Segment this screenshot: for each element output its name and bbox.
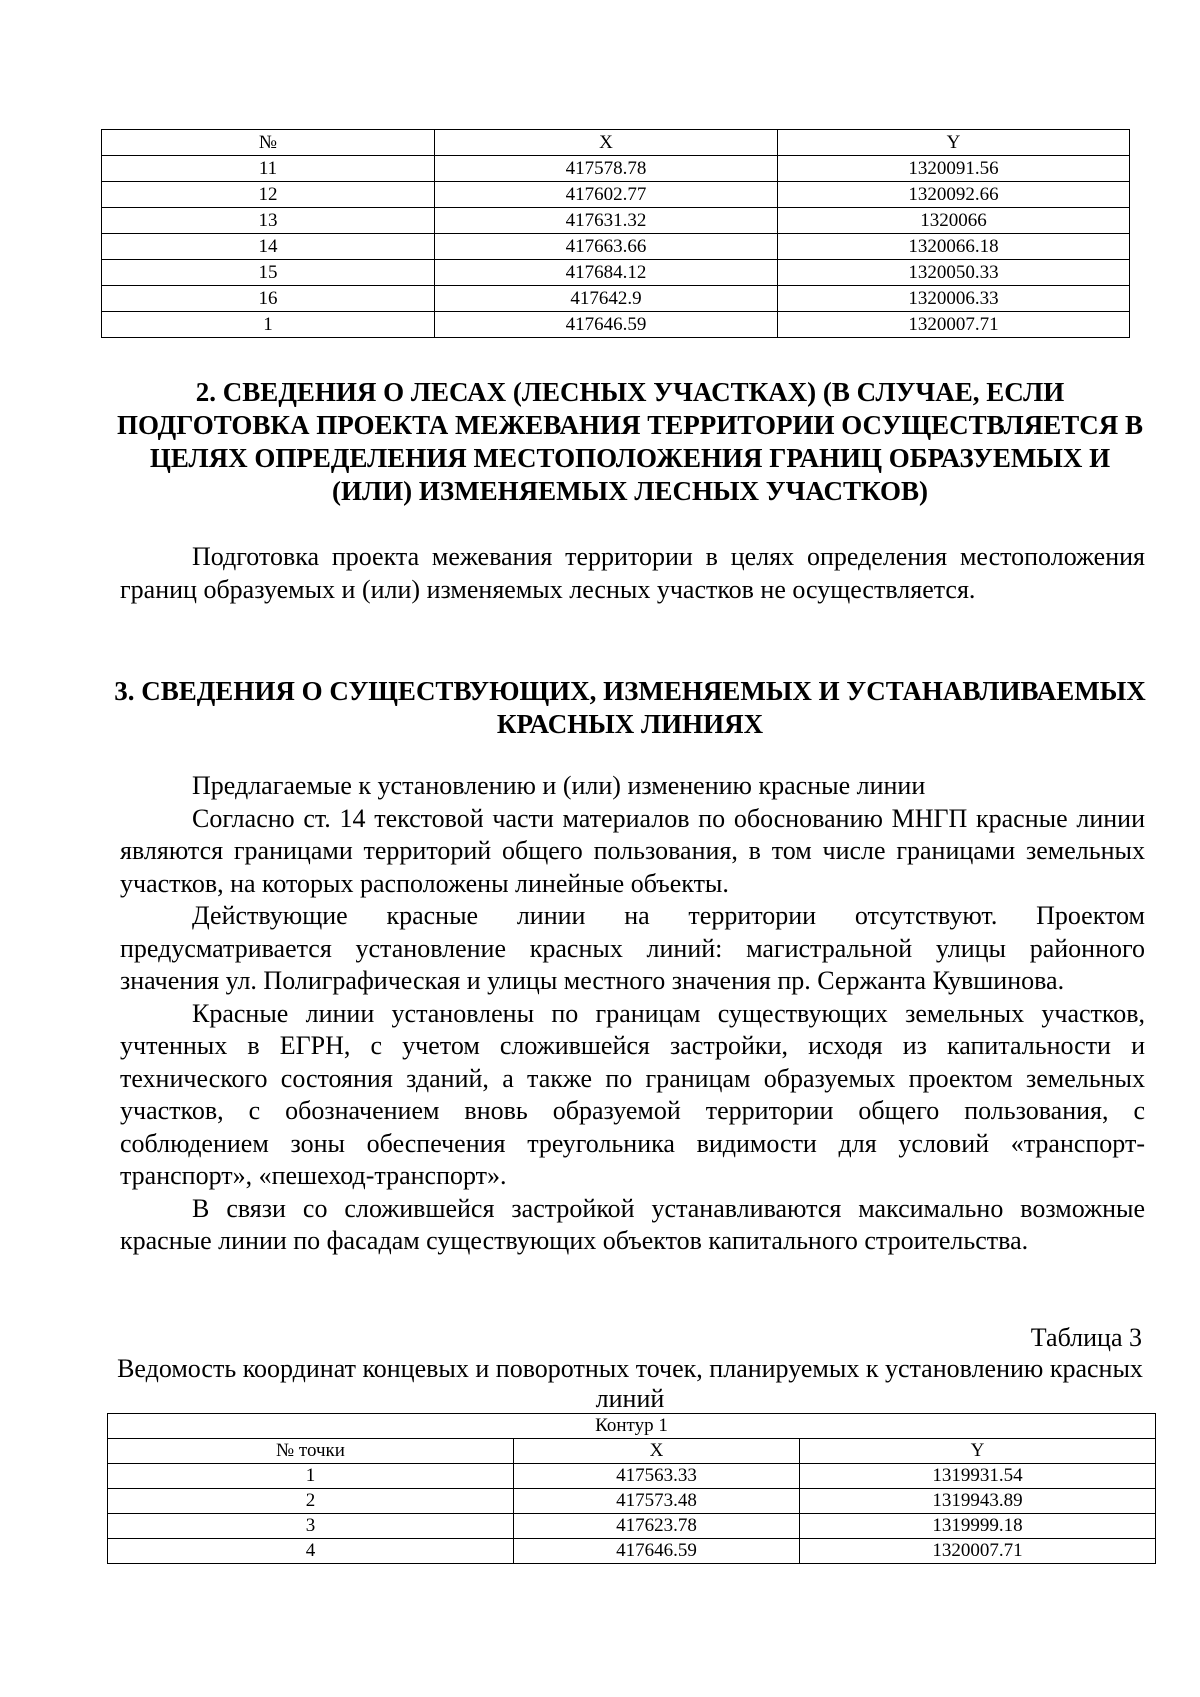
cell-x: 417631.32 — [435, 208, 778, 234]
cell-point-number: 2 — [108, 1489, 514, 1514]
cell-x: 417563.33 — [514, 1464, 800, 1489]
cell-number: 14 — [102, 234, 435, 260]
header-point-number: № точки — [108, 1439, 514, 1464]
cell-x: 417623.78 — [514, 1514, 800, 1539]
cell-point-number: 4 — [108, 1539, 514, 1564]
table-row — [102, 260, 1130, 286]
cell-x: 417578.78 — [435, 156, 778, 182]
cell-y: 1320006.33 — [778, 286, 1130, 312]
cell-number: 12 — [102, 182, 435, 208]
section-3-paragraph: Действующие красные линии на территории отсутствуют. Проектом предусматривается установление красных линий: магистральной улицы районного значения ул. Полиграфическая и улицы местного значения пр. Сержанта Кувшинова. — [120, 901, 1145, 995]
cell-number: 1 — [102, 312, 435, 338]
header-x: X — [514, 1439, 800, 1464]
cell-y: 1320007.71 — [778, 312, 1130, 338]
table-row — [102, 208, 1130, 234]
cell-y: 1320091.56 — [778, 156, 1130, 182]
section-3-paragraph: Красные линии установлены по границам существующих земельных участков, учтенных в ЕГРН, с учетом сложившейся застройки, исходя из капитальности и технического состояния зданий, а также по границам образуемых проектом земельных участков, с обозначением вновь образуемой территории общего пользования, с соблюдением зоны обеспечения треугольника видимости для условий «транспорт-транспорт», «пешеход-транспорт». — [120, 998, 1145, 1190]
table-row — [108, 1464, 1156, 1489]
contour-label: Контур 1 — [108, 1414, 1156, 1439]
section-3-heading: 3. СВЕДЕНИЯ О СУЩЕСТВУЮЩИХ, ИЗМЕНЯЕМЫХ И УСТАНАВЛИВАЕМЫХ КРАСНЫХ ЛИНИЯХ — [114, 676, 1146, 739]
cell-number: 15 — [102, 260, 435, 286]
table-row — [102, 286, 1130, 312]
table-row — [102, 234, 1130, 260]
section-2-paragraph: Подготовка проекта межевания территории в целях определения местоположения границ образуемых и (или) изменяемых лесных участков не осуществляется. — [120, 542, 1145, 604]
header-y: Y — [800, 1439, 1156, 1464]
cell-y: 1320092.66 — [778, 182, 1130, 208]
table-row — [108, 1539, 1156, 1564]
cell-x: 417602.77 — [435, 182, 778, 208]
table-row — [102, 156, 1130, 182]
cell-point-number: 3 — [108, 1514, 514, 1539]
section-3-paragraph: Согласно ст. 14 текстовой части материалов по обоснованию МНГП красные линии являются границами территорий общего пользования, в том числе границами земельных участков, на которых расположены линейные объекты. — [120, 803, 1145, 898]
table-row — [102, 312, 1130, 338]
coordinates-table-top — [101, 129, 1130, 338]
cell-y: 1320007.71 — [800, 1539, 1156, 1564]
header-x: X — [435, 130, 778, 156]
cell-number: 16 — [102, 286, 435, 312]
cell-x: 417646.59 — [435, 312, 778, 338]
cell-y: 1319943.89 — [800, 1489, 1156, 1514]
header-y: Y — [778, 130, 1130, 156]
table-row — [108, 1489, 1156, 1514]
section-2-heading: 2. СВЕДЕНИЯ О ЛЕСАХ (ЛЕСНЫХ УЧАСТКАХ) (В СЛУЧАЕ, ЕСЛИ ПОДГОТОВКА ПРОЕКТА МЕЖЕВАНИЯ ТЕРРИТОРИИ ОСУЩЕСТВЛЯЕТСЯ В ЦЕЛЯХ ОПРЕДЕЛЕНИЯ МЕСТОПОЛОЖЕНИЯ ГРАНИЦ ОБРАЗУЕМЫХ И (ИЛИ) ИЗМЕНЯЕМЫХ ЛЕСНЫХ УЧАСТКОВ) — [116, 377, 1144, 506]
cell-y: 1320066.18 — [778, 234, 1130, 260]
table-caption: Ведомость координат концевых и поворотных точек, планируемых к установлению красных линий — [117, 1354, 1143, 1413]
cell-number: 13 — [102, 208, 435, 234]
table-header-row — [108, 1439, 1156, 1464]
cell-x: 417684.12 — [435, 260, 778, 286]
cell-number: 11 — [102, 156, 435, 182]
cell-y: 1319931.54 — [800, 1464, 1156, 1489]
cell-x: 417646.59 — [514, 1539, 800, 1564]
table-header-row — [102, 130, 1130, 156]
table-row — [108, 1514, 1156, 1539]
header-number: № — [102, 130, 435, 156]
cell-x: 417573.48 — [514, 1489, 800, 1514]
section-3-body — [120, 770, 1145, 1258]
contour-row — [108, 1414, 1156, 1439]
cell-y: 1320066 — [778, 208, 1130, 234]
cell-y: 1320050.33 — [778, 260, 1130, 286]
table-label: Таблица 3 — [1030, 1323, 1142, 1352]
red-lines-coordinates-table — [107, 1413, 1156, 1564]
cell-x: 417642.9 — [435, 286, 778, 312]
table-row — [102, 182, 1130, 208]
section-3-paragraph: В связи со сложившейся застройкой устанавливаются максимально возможные красные линии по фасадам существующих объектов капитального строительства. — [120, 1193, 1145, 1255]
section-3-paragraph: Предлагаемые к установлению и (или) изменению красные линии — [192, 771, 926, 800]
cell-point-number: 1 — [108, 1464, 514, 1489]
cell-y: 1319999.18 — [800, 1514, 1156, 1539]
cell-x: 417663.66 — [435, 234, 778, 260]
